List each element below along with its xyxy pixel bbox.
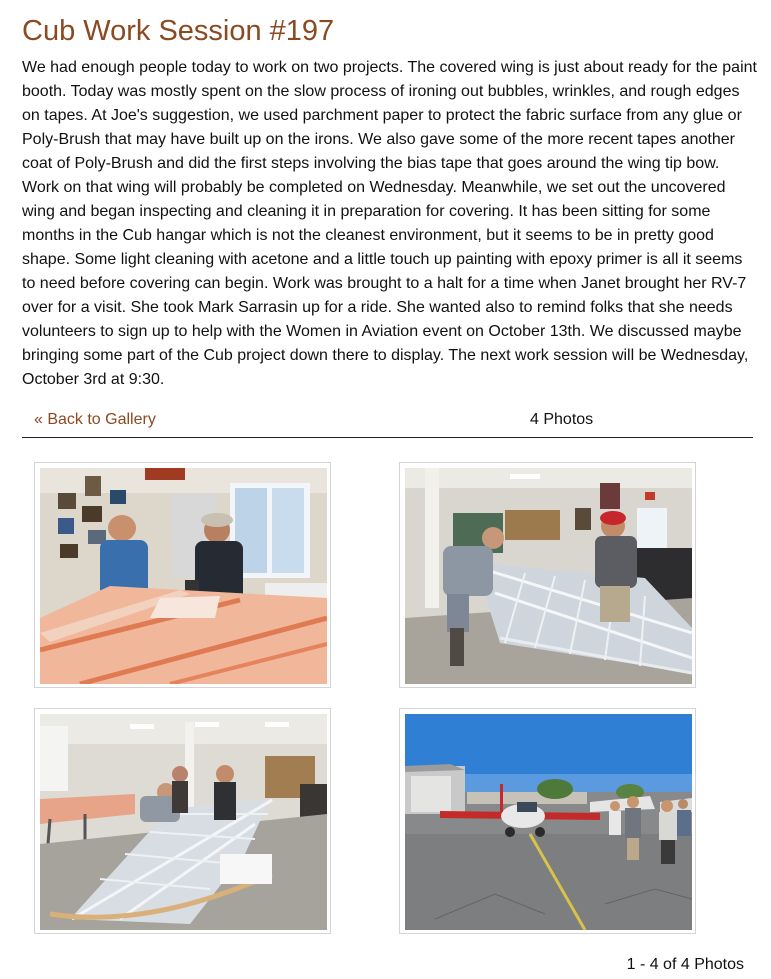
photo-thumbnail-3[interactable] (34, 708, 331, 934)
photo-thumbnail-4[interactable] (399, 708, 696, 934)
photo-count: 4 Photos (530, 411, 594, 428)
back-to-gallery-link[interactable]: « Back to Gallery (34, 411, 156, 428)
photo-thumbnail-2[interactable] (399, 462, 696, 688)
page-title: Cub Work Session #197 (22, 15, 335, 47)
photo-inspecting-wing-frame (405, 468, 692, 684)
photo-rv7-on-ramp (405, 714, 692, 930)
photo-ironing-wing (40, 468, 327, 684)
session-description: We had enough people today to work on two projects. The covered wing is just about ready for the paint booth. Today was mostly spent on the slow process of ironing out bubbles, wrinkles, and rough edges on tapes. At Joe's suggestion, we used parchment paper to protect the fabric surface from any glue or Poly-Brush that may have built up on the irons. We also gave some of the more recent tapes another coat of Poly-Brush and did the first steps involving the bias tape that goes around the wing tip bow. Work on that wing will probably be completed on Wednesday. Meanwhile, we set out the uncovered wing and began inspecting and cleaning it in preparation for covering. It has been sitting for some months in the Cub hangar which is not the cleanest environment, but it seems to be in pretty good shape. Some light cleaning with acetone and a little touch up painting with epoxy primer is all it seems to need before covering can begin. Work was brought to a halt for a time when Janet brought her RV-7 over for a visit. She took Mark Sarrasin up for a ride. She wanted also to remind folks that she needs volunteers to sign up to help with the Women in Aviation event on October 13th. We discussed maybe bringing some part of the Cub project down there to display. The next work session will be Wednesday, October 3rd at 9:30. (22, 59, 757, 388)
pagination-status: 1 - 4 of 4 Photos (626, 956, 744, 973)
gallery-nav-bar (22, 404, 753, 438)
photo-wing-frame-on-tables (40, 714, 327, 930)
photo-thumbnail-1[interactable] (34, 462, 331, 688)
